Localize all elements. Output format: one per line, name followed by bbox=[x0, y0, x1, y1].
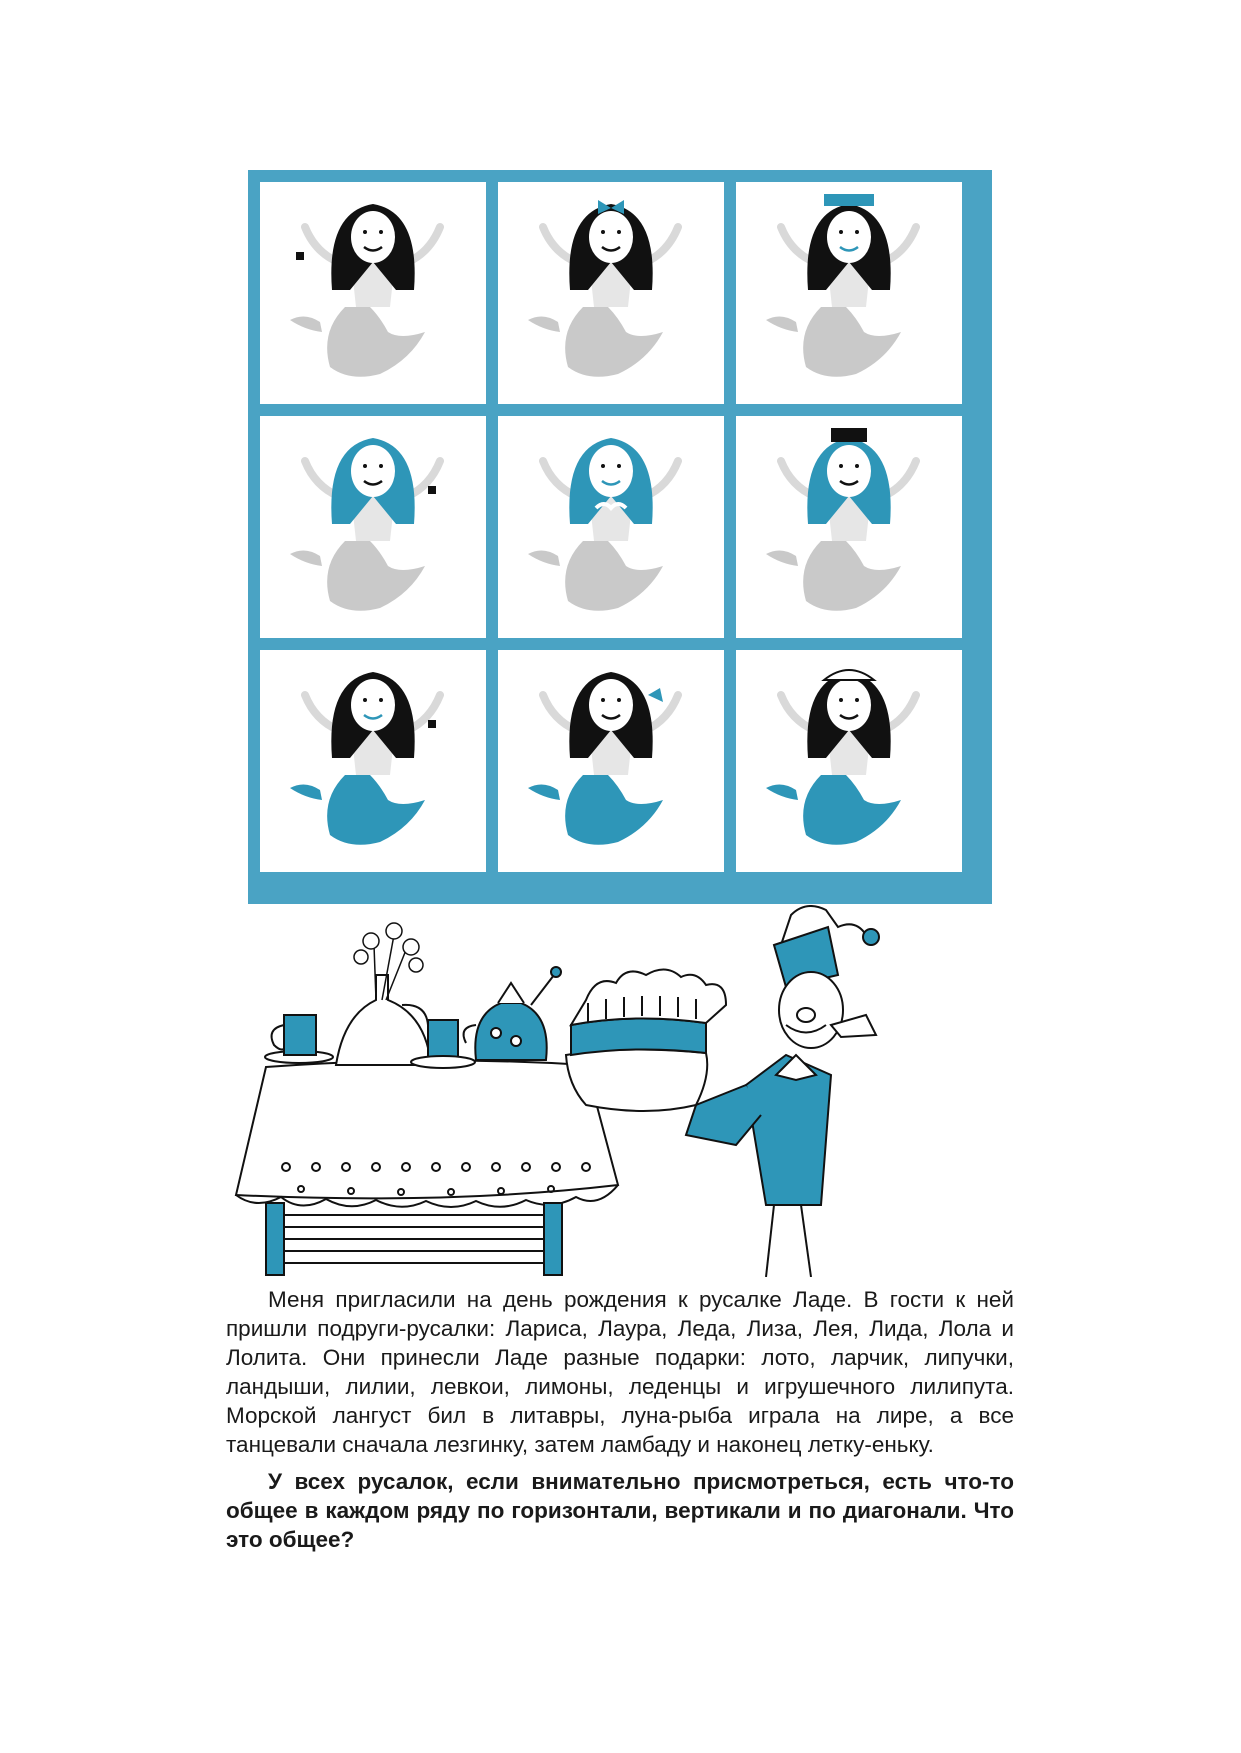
mermaid-eye-left bbox=[363, 698, 367, 702]
mermaid-eye-left bbox=[839, 230, 843, 234]
mermaid-eye-left bbox=[839, 464, 843, 468]
party-illustration bbox=[226, 905, 1016, 1277]
mermaid-cell bbox=[260, 182, 486, 404]
mermaid-eye-right bbox=[379, 230, 383, 234]
bracelet-icon bbox=[296, 252, 304, 260]
mermaid-face bbox=[827, 445, 871, 497]
table bbox=[236, 1060, 618, 1275]
mermaid-eye-left bbox=[363, 230, 367, 234]
bracelet-icon bbox=[428, 720, 436, 728]
mermaid-face bbox=[589, 445, 633, 497]
mermaid-face bbox=[351, 679, 395, 731]
mermaid-eye-left bbox=[601, 464, 605, 468]
text-block bbox=[226, 1285, 1014, 1554]
mermaid-eye-right bbox=[379, 464, 383, 468]
mermaid-face bbox=[351, 211, 395, 263]
mermaid-eye-left bbox=[839, 698, 843, 702]
mermaid-face bbox=[827, 679, 871, 731]
mermaid-cell bbox=[498, 650, 724, 872]
table-drawer bbox=[284, 1215, 544, 1263]
question-paragraph: У всех русалок, если внимательно присмотреться, есть что-то общее в каждом ряду по горизонтали, вертикали и по диагонали. Что это общее? bbox=[226, 1469, 1014, 1552]
mermaid-cell bbox=[736, 182, 962, 404]
mermaid-eye-right bbox=[617, 698, 621, 702]
mermaid-cell bbox=[736, 416, 962, 638]
mermaid-eye-right bbox=[379, 698, 383, 702]
mermaid-face bbox=[351, 445, 395, 497]
mermaid-eye-left bbox=[363, 464, 367, 468]
mermaid-eye-right bbox=[855, 464, 859, 468]
party-illustration-svg bbox=[226, 905, 1016, 1277]
bracelet-icon bbox=[428, 486, 436, 494]
mermaid-grid-svg bbox=[248, 170, 992, 904]
story-paragraph: Меня пригласили на день рождения к русалке Ладе. В гости к ней пришли подруги-русалки: Лариса, Лаура, Леда, Лиза, Лея, Лида, Лола и Лолита. Они принесли Ладе разные подарки: лото, ларчик, липучки, ландыши, лилии, левкои, лимоны, леденцы и игрушечного лилипута. Морской лангуст бил в литавры, луна-рыба играла на лире, а все танцевали сначала лезгинку, затем ламбаду и наконец летку-еньку. bbox=[226, 1287, 1014, 1457]
mermaid-cell bbox=[736, 650, 962, 872]
man-with-cake bbox=[686, 906, 879, 1277]
cake bbox=[566, 969, 726, 1111]
sailor-hat-icon bbox=[824, 194, 874, 206]
mermaid-face bbox=[589, 211, 633, 263]
mermaid-cell bbox=[498, 416, 724, 638]
mermaid-eye-right bbox=[855, 230, 859, 234]
mermaid-eye-right bbox=[617, 464, 621, 468]
mermaid-cell bbox=[260, 416, 486, 638]
mermaid-eye-right bbox=[855, 698, 859, 702]
mermaid-face bbox=[589, 679, 633, 731]
mermaid-eye-right bbox=[617, 230, 621, 234]
tableware bbox=[265, 967, 561, 1068]
mermaid-cell bbox=[260, 650, 486, 872]
mermaid-eye-left bbox=[601, 230, 605, 234]
mermaid-cell bbox=[498, 182, 724, 404]
hat-icon bbox=[831, 428, 867, 442]
mermaid-grid bbox=[248, 170, 992, 904]
mermaid-face bbox=[827, 211, 871, 263]
mermaid-eye-left bbox=[601, 698, 605, 702]
